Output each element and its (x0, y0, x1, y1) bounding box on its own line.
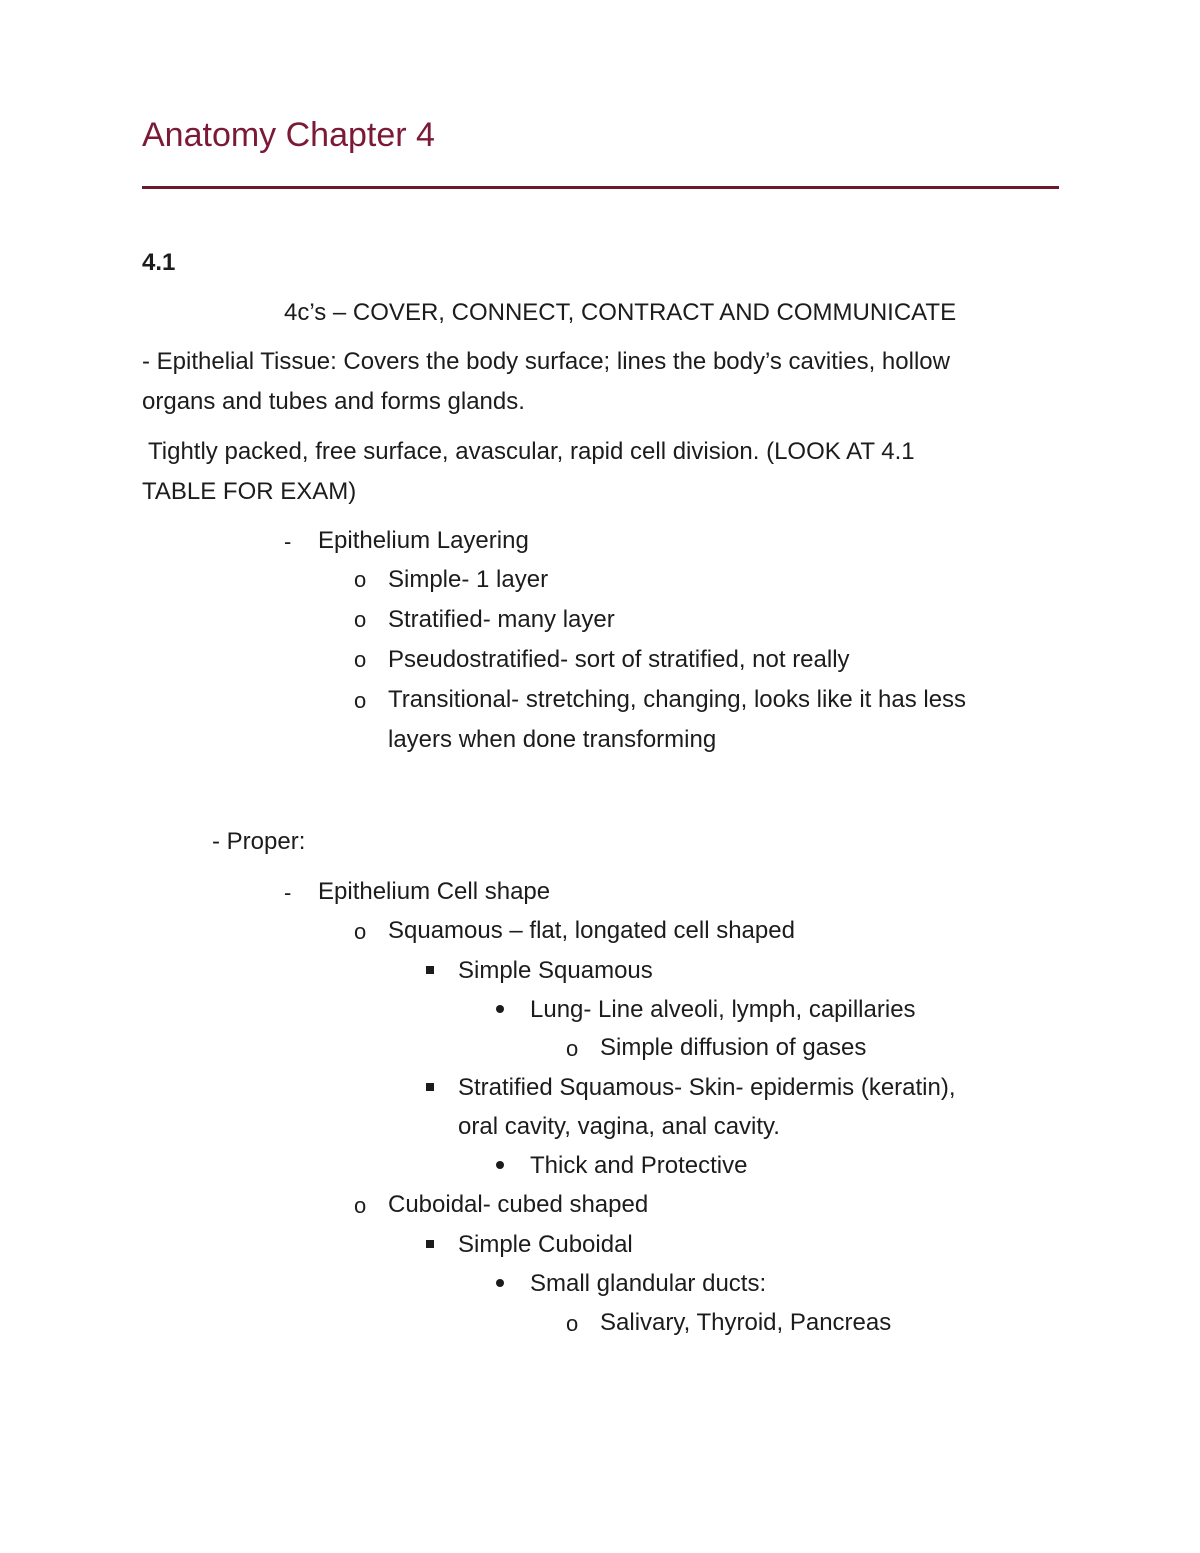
layering-item-transitional: Transitional- stretching, changing, looks like it has less (388, 686, 967, 713)
dot-bullet (496, 1279, 504, 1287)
circle-bullet: o (354, 607, 367, 632)
dash-bullet: - (284, 529, 292, 554)
layering-item-simple: Simple- 1 layer (388, 566, 549, 593)
proper-heading: - Proper: (212, 828, 306, 855)
four-cs-line: 4c’s – COVER, CONNECT, CONTRACT AND COMMUNICATE (284, 299, 957, 326)
circle-bullet: o (566, 1311, 579, 1336)
lung-item: Lung- Line alveoli, lymph, capillaries (530, 996, 916, 1023)
layering-item-pseudostratified: Pseudostratified- sort of stratified, not really (388, 646, 850, 673)
glands-item: Salivary, Thyroid, Pancreas (600, 1309, 892, 1336)
square-bullet (426, 1083, 434, 1091)
thick-protective-item: Thick and Protective (530, 1152, 748, 1179)
dash-bullet: - (284, 880, 292, 905)
circle-bullet: o (354, 647, 367, 672)
layering-item-transitional-cont: layers when done transforming (388, 726, 717, 753)
page-title: Anatomy Chapter 4 (142, 116, 435, 154)
circle-bullet: o (566, 1036, 579, 1061)
simple-squamous-item: Simple Squamous (458, 957, 653, 984)
epithelial-definition-line-2: organs and tubes and forms glands. (142, 388, 525, 415)
stratified-squamous-item-cont: oral cavity, vagina, anal cavity. (458, 1113, 780, 1140)
section-heading: 4.1 (142, 249, 176, 276)
cell-shape-heading: Epithelium Cell shape (318, 878, 551, 905)
layering-heading: Epithelium Layering (318, 527, 529, 554)
circle-bullet: o (354, 1193, 367, 1218)
square-bullet (426, 1240, 434, 1248)
diffusion-item: Simple diffusion of gases (600, 1034, 867, 1061)
squamous-item: Squamous – flat, longated cell shaped (388, 917, 795, 944)
stratified-squamous-item: Stratified Squamous- Skin- epidermis (keratin), (458, 1074, 956, 1101)
circle-bullet: o (354, 919, 367, 944)
cuboidal-item: Cuboidal- cubed shaped (388, 1191, 649, 1218)
epithelial-traits-line-1: Tightly packed, free surface, avascular, rapid cell division. (LOOK AT 4.1 (148, 438, 915, 465)
dot-bullet (496, 1005, 504, 1013)
layering-item-stratified: Stratified- many layer (388, 606, 615, 633)
circle-bullet: o (354, 688, 367, 713)
circle-bullet: o (354, 567, 367, 592)
square-bullet (426, 966, 434, 974)
epithelial-traits-line-2: TABLE FOR EXAM) (142, 478, 357, 505)
epithelial-definition-line-1: - Epithelial Tissue: Covers the body surface; lines the body’s cavities, hollow (142, 348, 950, 375)
glandular-ducts-item: Small glandular ducts: (530, 1270, 767, 1297)
simple-cuboidal-item: Simple Cuboidal (458, 1231, 633, 1258)
title-rule (142, 186, 1059, 189)
dot-bullet (496, 1161, 504, 1169)
